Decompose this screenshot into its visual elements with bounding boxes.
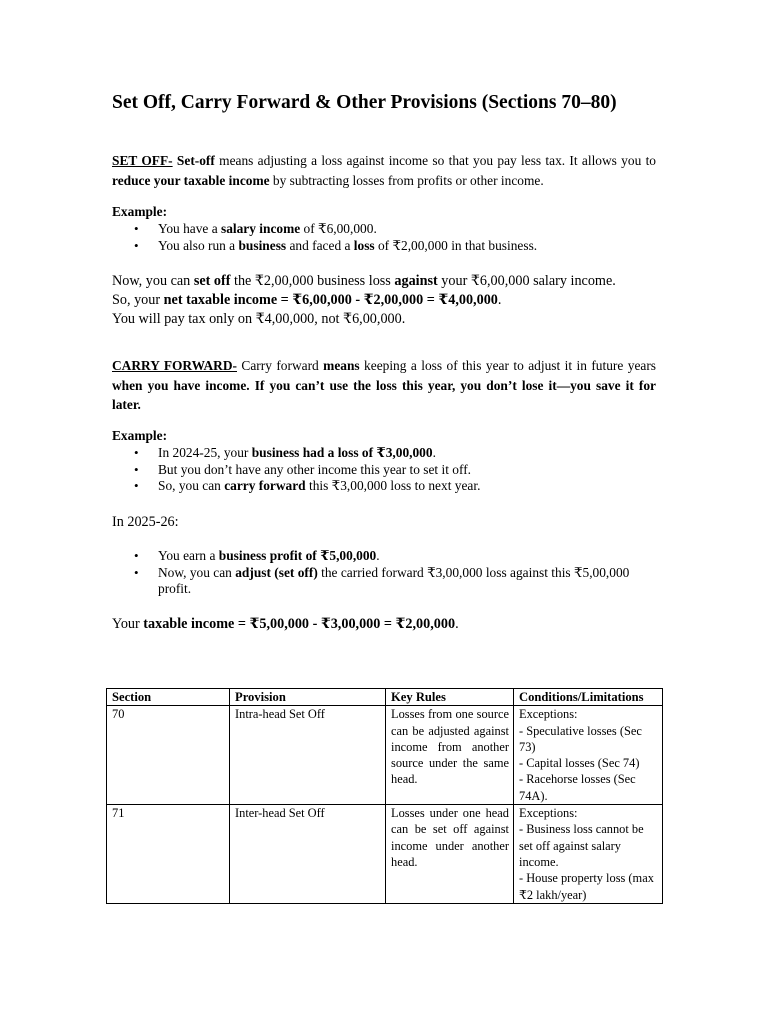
condition-line: Exceptions: xyxy=(519,707,578,722)
set-off-line-1: Now, you can set off the ₹2,00,000 business loss against your ₹6,00,000 salary income. xyxy=(112,273,616,289)
condition-line: - Business loss cannot be set off against salary income. xyxy=(519,822,644,869)
list-item: • Now, you can adjust (set off) the carried forward ₹3,00,000 loss against this ₹5,00,000 profit. xyxy=(112,565,656,598)
condition-line: - House property loss (max ₹2 lakh/year) xyxy=(519,871,654,902)
header-section: Section xyxy=(107,689,230,706)
condition-line: - Capital losses (Sec 74) xyxy=(519,756,640,771)
set-off-term: Set-off xyxy=(176,153,215,168)
carry-forward-heading: CARRY FORWARD- xyxy=(112,358,237,373)
table-header-row xyxy=(107,689,663,706)
set-off-example-label: Example: xyxy=(112,204,168,219)
header-provision: Provision xyxy=(230,689,386,706)
taxable-income-result: Your taxable income = ₹5,00,000 - ₹3,00,000 = ₹2,00,000. xyxy=(112,616,459,632)
cell-provision: Inter-head Set Off xyxy=(230,805,386,904)
cell-key-rules: Losses from one source can be adjusted against income from another source under the same head. xyxy=(386,706,514,805)
page-title: Set Off, Carry Forward & Other Provisions (Sections 70–80) xyxy=(112,92,617,113)
set-off-definition xyxy=(112,151,656,190)
cell-conditions xyxy=(514,805,663,904)
list-item: • In 2024-25, your business had a loss of ₹3,00,000. xyxy=(112,445,656,462)
header-conditions: Conditions/Limitations xyxy=(514,689,663,706)
condition-line: Exceptions: xyxy=(519,806,578,821)
carry-forward-example-list xyxy=(112,445,656,495)
cell-section: 71 xyxy=(107,805,230,904)
carry-forward-year-list xyxy=(112,548,656,598)
cell-key-rules: Losses under one head can be set off against income under another head. xyxy=(386,805,514,904)
set-off-bold: reduce your taxable income xyxy=(112,172,270,188)
table-row xyxy=(107,805,663,904)
set-off-line-3: You will pay tax only on ₹4,00,000, not ₹6,00,000. xyxy=(112,311,406,327)
list-item: • You have a salary income of ₹6,00,000. xyxy=(112,221,656,238)
list-item: • You earn a business profit of ₹5,00,000. xyxy=(112,548,656,565)
set-off-line-2: So, your net taxable income = ₹6,00,000 - ₹2,00,000 = ₹4,00,000. xyxy=(112,292,502,308)
cell-conditions xyxy=(514,706,663,805)
set-off-text-end: by subtracting losses from profits or other income. xyxy=(269,172,544,188)
set-off-heading: SET OFF- xyxy=(112,153,173,168)
header-key-rules: Key Rules xyxy=(386,689,514,706)
cell-section: 70 xyxy=(107,706,230,805)
year-line: In 2025-26: xyxy=(112,514,179,530)
set-off-explanation xyxy=(112,272,656,329)
condition-line: - Racehorse losses (Sec 74A). xyxy=(519,772,636,803)
provisions-table xyxy=(106,688,663,904)
set-off-example-list xyxy=(112,221,656,254)
set-off-text: means adjusting a loss against income so that you pay less tax. It allows you to xyxy=(214,153,656,168)
carry-forward-example-label: Example: xyxy=(112,428,168,443)
cell-provision: Intra-head Set Off xyxy=(230,706,386,805)
list-item: • But you don’t have any other income this year to set it off. xyxy=(112,462,656,479)
condition-line: - Speculative losses (Sec 73) xyxy=(519,723,642,754)
carry-forward-definition: CARRY FORWARD- Carry forward means keeping a loss of this year to adjust it in future years when you have income. If you can’t use the loss this year, you don’t lose it—you save it for later. xyxy=(112,358,657,412)
table-row xyxy=(107,706,663,805)
list-item: • You also run a business and faced a loss of ₹2,00,000 in that business. xyxy=(112,238,656,255)
list-item: • So, you can carry forward this ₹3,00,000 loss to next year. xyxy=(112,478,656,495)
